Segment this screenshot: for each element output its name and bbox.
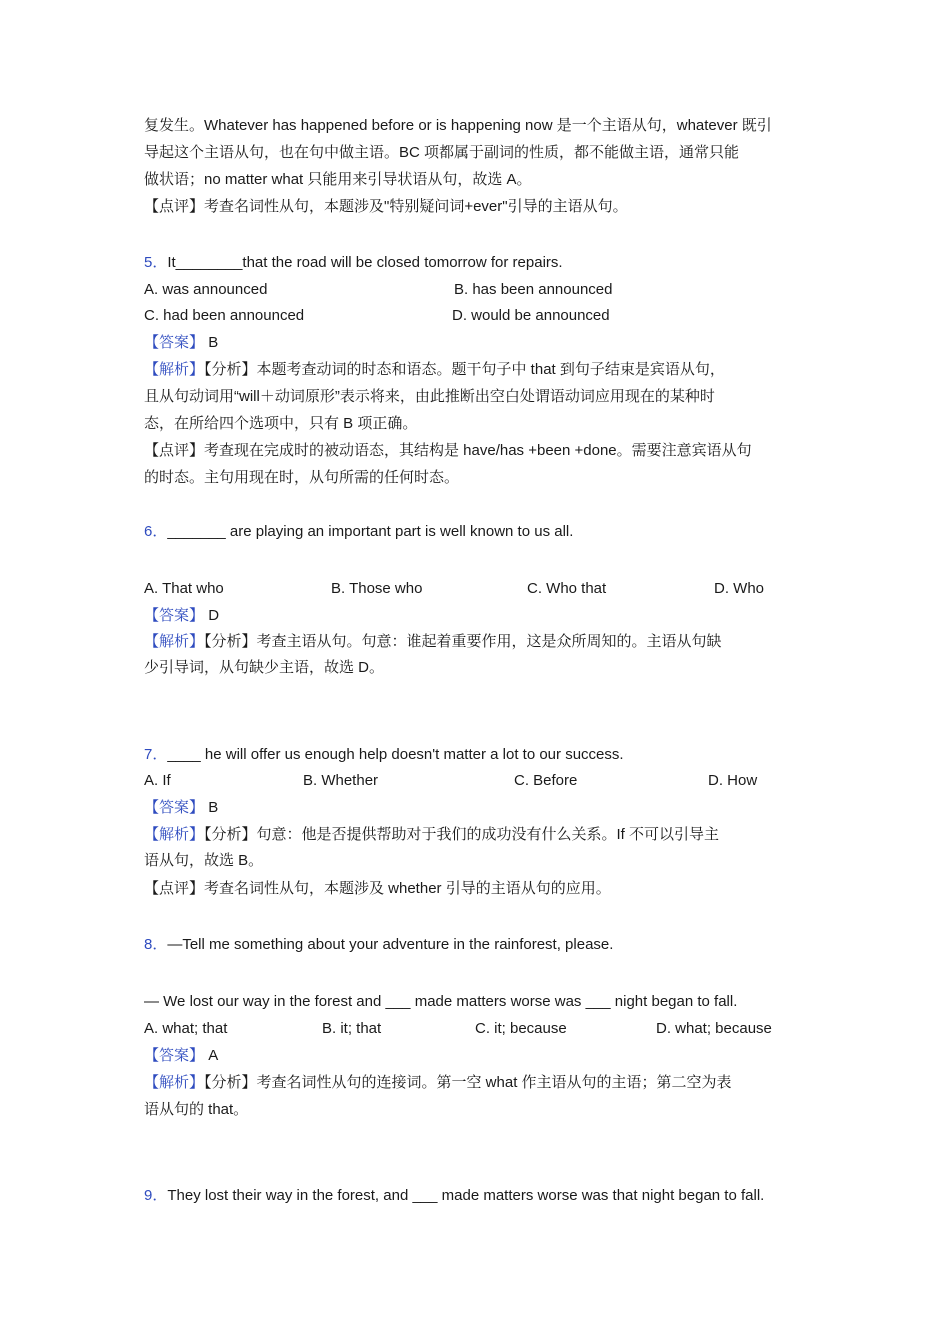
q8-option-c: C. it; because	[475, 1020, 567, 1037]
q5-comment-line-2: 的时态。主句用现在时，从句所需的任何时态。	[144, 469, 460, 486]
intro-line-1: 复发生。Whatever has happened before or is happening now 是一个主语从句，whatever 既引	[144, 117, 772, 134]
q6-option-d: D. Who	[714, 580, 765, 597]
analysis-tag: 【解析】	[144, 633, 205, 650]
intro-line-2: 导起这个主语从句，也在句中做主语。BC 项都属于副词的性质，都不能做主语，通常只能	[144, 144, 740, 161]
document-page	[144, 0, 808, 1344]
question-8	[144, 935, 613, 955]
q5-analysis-line-2: 且从句动词用“will＋动词原形”表示将来，由此推断出空白处谓语动词应用现在的某种时	[144, 388, 715, 405]
q5-option-a: A. was announced	[144, 281, 268, 298]
question-9	[144, 1186, 764, 1206]
q5-option-c: C. had been announced	[144, 307, 305, 324]
analysis-text: 【分析】考查主语从句。句意：谁起着重要作用，这是众所周知的。主语从句缺	[204, 633, 722, 650]
answer-value: A	[208, 1047, 219, 1064]
analysis-tag: 【解析】	[144, 1074, 205, 1091]
answer-value: B	[208, 334, 219, 351]
q8-option-a: A. what; that	[144, 1020, 228, 1037]
analysis-tag: 【解析】	[144, 826, 205, 843]
q7-answer	[144, 798, 218, 818]
question-stem: _______ are playing an important part is well known to us all.	[167, 523, 574, 540]
answer-tag: 【答案】	[144, 799, 205, 816]
q6-option-c: C. Who that	[527, 580, 607, 597]
q7-option-a: A. If	[144, 772, 171, 789]
answer-value: B	[208, 799, 219, 816]
question-number: 5．	[144, 254, 168, 271]
question-stem: It________that the road will be closed tomorrow for repairs.	[167, 254, 563, 271]
q7-analysis-line-2: 语从句，故选 B。	[144, 852, 264, 869]
intro-line-3: 做状语；no matter what 只能用来引导状语从句，故选 A。	[144, 171, 532, 188]
intro-comment: 【点评】考查名词性从句，本题涉及"特别疑问词+ever"引导的主语从句。	[144, 198, 628, 215]
q6-analysis-line-2: 少引导词，从句缺少主语，故选 D。	[144, 659, 385, 676]
question-6	[144, 522, 573, 542]
q5-analysis-line-1	[144, 360, 725, 380]
analysis-text: 【分析】本题考查动词的时态和语态。题干句子中 that 到句子结束是宾语从句，	[204, 361, 725, 378]
q5-option-b: B. has been announced	[454, 281, 613, 298]
analysis-text: 【分析】句意：他是否提供帮助对于我们的成功没有什么关系。If 不可以引导主	[204, 826, 720, 843]
q5-answer	[144, 333, 218, 353]
question-number: 7．	[144, 746, 168, 763]
question-stem: ____ he will offer us enough help doesn't matter a lot to our success.	[167, 746, 624, 763]
question-5	[144, 253, 563, 273]
question-number: 8．	[144, 936, 168, 953]
q6-option-b: B. Those who	[331, 580, 423, 597]
q7-comment-line-1: 【点评】考查名词性从句，本题涉及 whether 引导的主语从句的应用。	[144, 880, 611, 897]
q8-option-b: B. it; that	[322, 1020, 382, 1037]
q5-analysis-line-3: 态，在所给四个选项中，只有 B 项正确。	[144, 415, 418, 432]
answer-tag: 【答案】	[144, 607, 205, 624]
question-7	[144, 745, 624, 765]
answer-tag: 【答案】	[144, 334, 205, 351]
q8-answer	[144, 1046, 218, 1066]
analysis-text: 【分析】考查名词性从句的连接词。第一空 what 作主语从句的主语；第二空为表	[204, 1074, 732, 1091]
q8-analysis-line-1	[144, 1073, 732, 1093]
q6-option-a: A. That who	[144, 580, 224, 597]
question-number: 6．	[144, 523, 168, 540]
q5-comment-line-1: 【点评】考查现在完成时的被动语态，其结构是 have/has +been +done。需要注意宾语从句	[144, 442, 752, 459]
q8-analysis-line-2: 语从句的 that。	[144, 1101, 249, 1118]
analysis-tag: 【解析】	[144, 361, 205, 378]
q5-option-d: D. would be announced	[452, 307, 610, 324]
q7-analysis-line-1	[144, 825, 719, 845]
question-8-reply: — We lost our way in the forest and ___ made matters worse was ___ night began to fall.	[144, 993, 738, 1010]
question-number: 9．	[144, 1187, 168, 1204]
q6-answer	[144, 606, 219, 626]
q7-option-d: D. How	[708, 772, 758, 789]
q6-analysis-line-1	[144, 632, 722, 652]
q8-option-d: D. what; because	[656, 1020, 772, 1037]
q7-option-b: B. Whether	[303, 772, 379, 789]
answer-value: D	[208, 607, 220, 624]
q7-option-c: C. Before	[514, 772, 578, 789]
question-stem: They lost their way in the forest, and ___ made matters worse was that night began to fall.	[167, 1187, 765, 1204]
answer-tag: 【答案】	[144, 1047, 205, 1064]
question-stem: —Tell me something about your adventure in the rainforest, please.	[167, 936, 614, 953]
